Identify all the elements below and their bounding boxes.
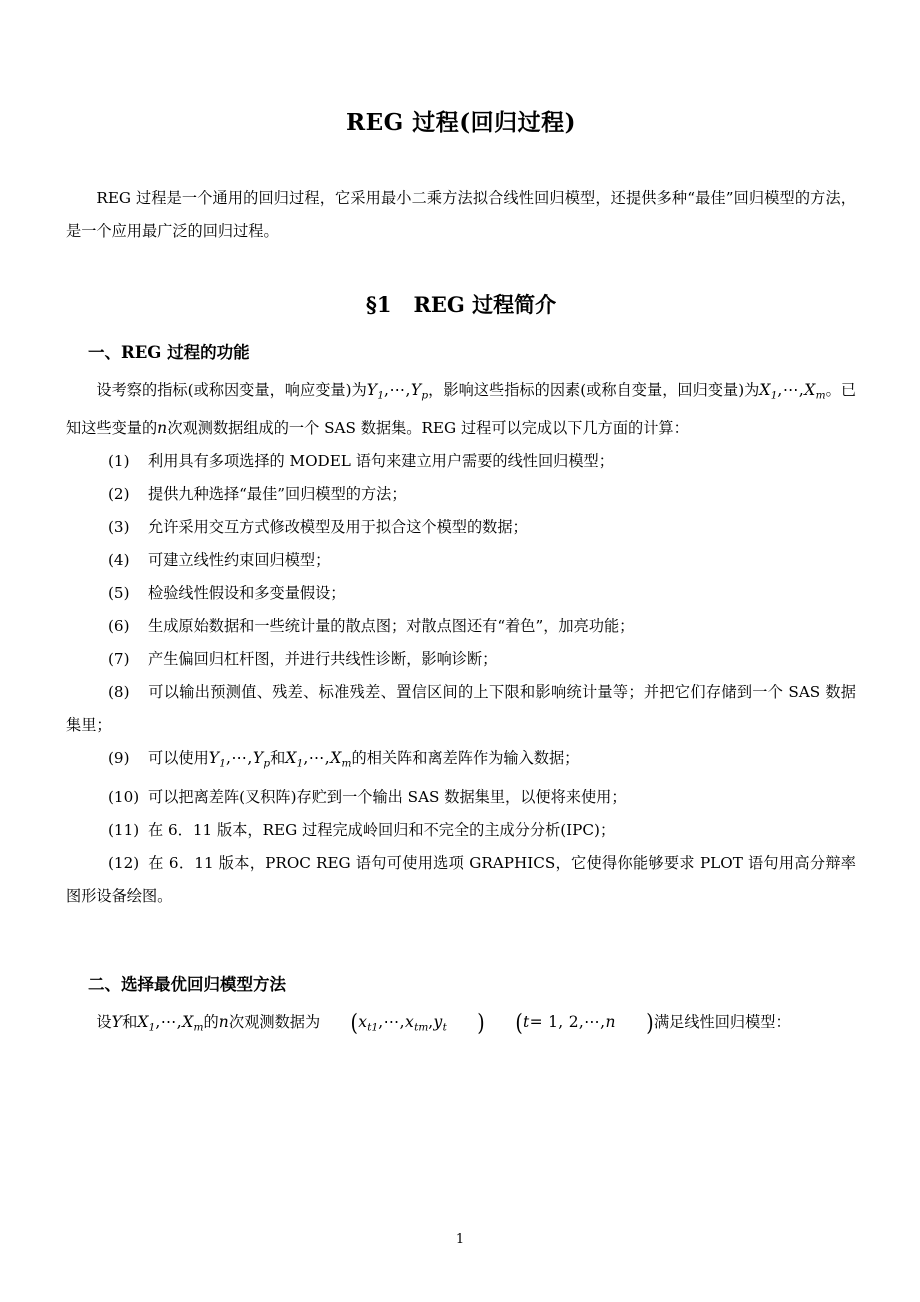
- list-item: [66, 610, 856, 643]
- intro-paragraph: REG 过程是一个通用的回归过程，它采用最小二乘方法拟合线性回归模型，还提供多种“最佳”回归模型的方法，是一个应用最广泛的回归过程。: [66, 188, 856, 240]
- sub2-text-3: 的: [203, 1012, 219, 1031]
- list-item-number: (9): [108, 749, 130, 768]
- item9-text-mid: 和: [270, 749, 286, 768]
- list-item-number: (11): [108, 820, 140, 839]
- list-item-text: 提供九种选择“最佳”回归模型的方法；: [148, 485, 407, 504]
- list-item: [66, 781, 856, 814]
- sub2-text-2: 和: [122, 1012, 138, 1031]
- math-n-2: n: [218, 1012, 229, 1031]
- list-item: [66, 577, 856, 610]
- list-item-number: (4): [108, 551, 130, 570]
- math-Y-scalar: Y: [111, 1012, 123, 1031]
- list-item-text: 利用具有多项选择的 MODEL 语句来建立用户需要的线性回归模型；: [148, 452, 614, 471]
- list-item-text: 生成原始数据和一些统计量的散点图；对散点图还有“着色”，加亮功能；: [148, 617, 635, 636]
- list-item-number: (2): [108, 485, 130, 504]
- math-X-vector-1: $X_1,\cdots,X_m$: [759, 381, 826, 402]
- list-item: [66, 544, 856, 577]
- lead-text-2: ，影响这些指标的因素(或称自变量，回归变量)为: [428, 381, 760, 400]
- math-observation-tuple: ($x_{t1},\cdots,x_{tm},y_t$ ): [350, 1008, 485, 1037]
- list-item-text: 在 6．11 版本，REG 过程完成岭回归和不完全的主成分分析(IPC)；: [148, 820, 616, 839]
- list-item: [66, 814, 856, 847]
- list-item-text: 检验线性假设和多变量假设；: [148, 584, 346, 603]
- lead-text-3: 。已知这些变量的: [66, 381, 857, 438]
- math-X-vector-3: $X_1,\cdots,X_m$: [137, 1012, 204, 1033]
- subsection-heading-2: 二、选择最优回归模型方法: [88, 974, 286, 994]
- list-item-number: (5): [108, 584, 130, 603]
- list-item-number: (10): [108, 787, 140, 806]
- list-item: [66, 511, 856, 544]
- list-item-text: 允许采用交互方式修改模型及用于拟合这个模型的数据；: [148, 518, 528, 537]
- list-item-text: 产生偏回归杠杆图，并进行共线性诊断，影响诊断；: [148, 650, 498, 669]
- section-heading: [66, 248, 856, 319]
- lead-text-4: 次观测数据组成的一个 SAS 数据集。REG 过程可以完成以下几方面的计算：: [167, 419, 689, 438]
- math-t-range: (t= 1, 2,⋯,n ): [515, 1008, 654, 1037]
- list-item-number: (8): [108, 683, 130, 702]
- list-item: [66, 445, 856, 478]
- list-item: [66, 643, 856, 676]
- functions-lead-paragraph: [66, 374, 856, 445]
- math-Y-vector-2: $Y_1,\cdots,Y_p$: [208, 749, 271, 770]
- item9-text-before: 可以使用: [148, 749, 209, 768]
- subsection-heading-1: 一、REG 过程的功能: [88, 343, 250, 363]
- list-item-text: 在 6．11 版本，PROC REG 语句可使用选项 GRAPHICS，它使得你能够要求 PLOT 语句用高分辩率图形设备绘图。: [66, 853, 856, 905]
- list-item-number: (12): [108, 853, 140, 872]
- page-number-footer: 1: [455, 1232, 465, 1247]
- math-X-vector-2: $X_1,\cdots,X_m$: [285, 749, 352, 770]
- list-item: [66, 676, 856, 742]
- list-item-number: (1): [108, 452, 130, 471]
- list-item: [66, 847, 856, 913]
- optimal-model-lead-paragraph: [66, 1006, 856, 1044]
- section-title: REG 过程简介: [413, 291, 557, 317]
- list-item-text: [148, 749, 580, 770]
- sub2-text-4: 次观测数据为: [229, 1012, 321, 1031]
- sub2-text-5: 满足线性回归模型：: [653, 1012, 791, 1031]
- item9-text-after: 的相关阵和离差阵作为输入数据；: [351, 749, 580, 768]
- section-marker: §1: [365, 291, 392, 317]
- document-title: REG 过程(回归过程): [345, 109, 577, 136]
- math-n-1: n: [157, 419, 168, 438]
- list-item-text: 可建立线性约束回归模型；: [148, 551, 331, 570]
- list-item-text: 可以输出预测值、残差、标准残差、置信区间的上下限和影响统计量等；并把它们存储到一个 SAS 数据集里；: [66, 683, 856, 735]
- sub2-text-1: 设: [96, 1012, 112, 1031]
- math-Y-vector-1: $Y_1,\cdots,Y_p$: [366, 381, 429, 402]
- list-item: [66, 478, 856, 511]
- list-item-number: (6): [108, 617, 130, 636]
- list-item-text: 可以把离差阵(叉积阵)存贮到一个输出 SAS 数据集里，以便将来使用；: [148, 787, 627, 806]
- list-item-number: (7): [108, 650, 130, 669]
- list-item-number: (3): [108, 518, 130, 537]
- lead-text-1: 设考察的指标(或称因变量，响应变量)为: [96, 381, 367, 400]
- page-content: [66, 0, 856, 1044]
- functions-list: [66, 445, 856, 912]
- list-item: [66, 742, 856, 780]
